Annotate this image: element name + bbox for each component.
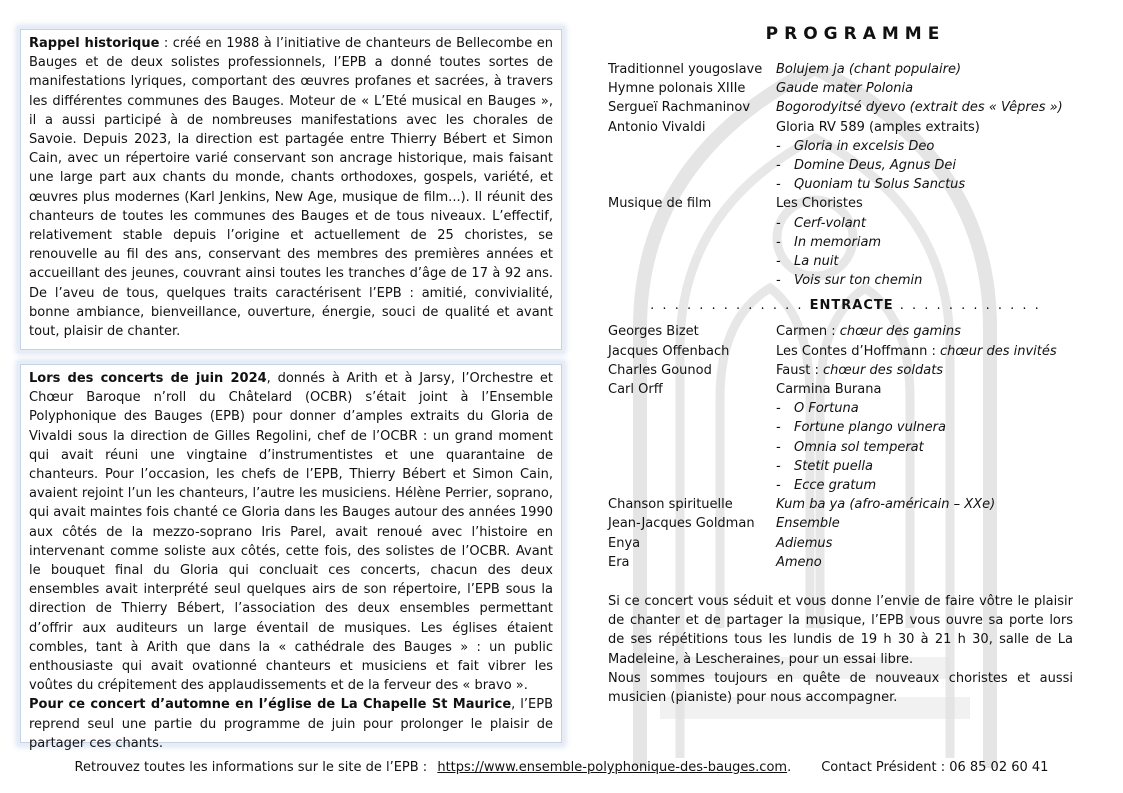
work-title: Les Contes d’Hoffmann : — [776, 343, 941, 359]
entracte-dots-left: . . . . . . . . . . . . . — [650, 298, 804, 314]
autumn-paragraph — [21, 695, 561, 753]
footer — [0, 760, 1123, 775]
work: Les Choristes — [776, 196, 863, 212]
programme-row — [608, 79, 1083, 98]
work — [776, 322, 1083, 341]
composer: Enya — [608, 535, 641, 551]
work: Ameno — [776, 554, 822, 570]
movement-title: O Fortuna — [794, 401, 859, 417]
programme-row — [608, 495, 1083, 514]
orff-movements — [608, 399, 1083, 495]
concerts-paragraph — [21, 365, 561, 695]
dash: - — [776, 401, 781, 417]
composer: Chanson spirituelle — [608, 497, 733, 513]
entracte-dots-right: . . . . . . . . . . . . — [899, 298, 1041, 314]
composer: Carl Orff — [608, 382, 663, 398]
dash: - — [776, 477, 781, 493]
invitation-paragraph-1: Si ce concert vous séduit et vous donne l’envie de faire vôtre le plaisir de chanter et de partager la musique, l’EPB vous ouvre sa porte lors de ses répétitions tous les lundis de 19 h 30 à 21 h 30, salle de La Madeleine, à Lescheraines, pour un essai libre. — [608, 593, 1073, 667]
contact-president: Contact Président : 06 85 02 60 41 — [821, 760, 1049, 775]
programme-part-1 — [608, 60, 1083, 137]
movement-title: La nuit — [794, 253, 839, 269]
entracte-divider — [608, 296, 1083, 315]
movement-title: Domine Deus, Agnus Dei — [794, 157, 957, 173]
movement-title: Gloria in excelsis Deo — [794, 138, 935, 154]
dash: - — [776, 138, 781, 154]
movement-item — [608, 252, 1083, 271]
programme-row — [608, 534, 1083, 553]
concerts-title: Lors des concerts de juin 2024 — [29, 371, 267, 386]
movement-item — [608, 137, 1083, 156]
invitation-text — [608, 592, 1073, 707]
composer: Jacques Offenbach — [608, 343, 730, 359]
history-paragraph — [21, 30, 561, 341]
movement-title: Quoniam tu Solus Sanctus — [794, 177, 966, 193]
programme-row — [608, 60, 1083, 79]
work-title: Carmen : — [776, 324, 840, 340]
movement-item — [608, 399, 1083, 418]
movement-title: Cerf-volant — [794, 215, 867, 231]
dash: - — [776, 420, 781, 436]
movement-item — [608, 418, 1083, 437]
movement-item — [608, 438, 1083, 457]
dash: - — [776, 458, 781, 474]
dash: - — [776, 157, 781, 173]
movement-item — [608, 233, 1083, 252]
dash: - — [776, 439, 781, 455]
programme-row — [608, 380, 1083, 399]
history-box — [20, 29, 562, 350]
programme-row — [608, 342, 1083, 361]
invitation-paragraph-2: Nous sommes toujours en quête de nouveaux choristes et aussi musicien (pianiste) pour nous accompagner. — [608, 670, 1073, 705]
work-excerpt: chœur des soldats — [823, 362, 944, 378]
autumn-body: , l’EPB reprend seul une partie du programme de juin pour prolonger le plaisir de partager ces chants. — [29, 697, 553, 751]
programme-section — [608, 24, 1083, 707]
concerts-box — [20, 364, 562, 751]
work-excerpt: chœur des gamins — [839, 324, 961, 340]
footer-suffix: . — [787, 760, 792, 775]
history-title: Rappel historique — [29, 36, 160, 51]
movement-item — [608, 476, 1083, 495]
dash: - — [776, 177, 781, 193]
movement-item — [608, 457, 1083, 476]
work: Bogorodyitsé dyevo (extrait des « Vêpres ») — [776, 100, 1063, 116]
film-songs — [608, 214, 1083, 291]
movement-title: Stetit puella — [794, 458, 873, 474]
programme-row — [608, 553, 1083, 572]
programme-part-3 — [608, 495, 1083, 572]
programme-row — [608, 98, 1083, 117]
vivaldi-movements — [608, 137, 1083, 195]
history-body: : créé en 1988 à l’initiative de chanteurs de Bellecombe en Bauges et de deux solistes professionnels, l’EPB a donné toutes sortes de manifestations lyriques, comportant des œuvres profanes et sacrées, à travers les différentes communes des Bauges. Moteur de « L’Eté musical en Bauges », il a aussi participé à de nombreuses manifestations avec les chorales de Savoie. Depuis 2023, la direction est partagée entre Thierry Bébert et Simon Cain, avec un répertoire varié conservant son ancrage historique, mais faisant une large part aux chants du monde, chants orthodoxes, gospels, variété, et œuvres plus modernes (Karl Jenkins, New Age, musique de film...). Il réunit des chanteurs de toutes les communes des Bauges et de tous niveaux. L’effectif, relativement stable depuis l’origine et actuellement de 25 choristes, se renouvelle au fil des ans, conservant des membres des premières années et accueillant des jeunes, couvrant ainsi toutes les tranches d’âge de 17 à 92 ans. De l’aveu de tous, quelques traits caractérisent l’EPB : amitié, convivialité, bonne ambiance, bienveillance, ouverture, énergie, souci de qualité et avant tout, plaisir de chanter. — [29, 36, 553, 340]
work: Bolujem ja (chant populaire) — [776, 62, 962, 77]
composer: Sergueï Rachmaninov — [608, 100, 751, 116]
movement-title: Ecce gratum — [794, 477, 877, 493]
dash: - — [776, 273, 781, 289]
programme-row — [608, 322, 1083, 341]
composer: Hymne polonais XIIIe — [608, 81, 746, 97]
movement-item — [608, 156, 1083, 175]
dash: - — [776, 215, 781, 231]
programme-row — [608, 514, 1083, 533]
work-title: Carmina Burana — [776, 382, 882, 398]
composer: Antonio Vivaldi — [608, 119, 706, 135]
programme-title: PROGRAMME — [765, 24, 946, 44]
footer-prefix: Retrouvez toutes les informations sur le site de l’EPB : — [74, 760, 432, 775]
programme-row — [608, 118, 1083, 137]
work: Adiemus — [776, 535, 833, 551]
work — [776, 361, 1083, 380]
movement-item — [608, 175, 1083, 194]
work: Gaude mater Polonia — [776, 81, 914, 97]
movement-title: Vois sur ton chemin — [794, 273, 923, 289]
work: Ensemble — [776, 516, 840, 532]
concerts-body: , donnés à Arith et à Jarsy, l’Orchestre et Chœur Baroque n’roll du Châtelard (OCBR) s’était joint à l’Ensemble Polyphonique des Bauges (EPB) pour donner d’amples extraits du Gloria de Vivaldi sous la direction de Gilles Regolini, chef de l’OCBR : un grand moment qui avait réuni une vingtaine d’instrumentistes et une quarantaine de chanteurs. Pour l’occasion, les chefs de l’EPB, Thierry Bébert et Simon Cain, avaient rejoint l’un les chanteurs, l’autre les musiciens. Hélène Perrier, soprano, qui avait maintes fois chanté ce Gloria dans les Bauges autour des années 1990 aux côtés de la mezzo-soprano Iris Parel, avait renoué avec l’histoire en intervenant comme soliste aux côtés, cette fois, des solistes de l’OCBR. Avant le bouquet final du Gloria qui concluait ces concerts, chacun des deux ensembles avait interprété seul quelques airs de son répertoire, l’EPB sous la direction de Thierry Bébert, l’association des deux ensembles permettant d’offrir aux auditeurs un large éventail de musiques. Les églises étaient combles, tant à Arith que dans la « cathédrale des Bauges » : un public enthousiaste qui avait ovationné chanteurs et musiciens et fait vibrer les voûtes du crépitement des applaudissements et de la ferveur des « bravo ». — [29, 371, 554, 694]
dash: - — [776, 234, 781, 250]
work — [776, 380, 1083, 399]
movement-title: In memoriam — [794, 234, 882, 250]
website-link[interactable]: https://www.ensemble-polyphonique-des-bauges.com — [437, 760, 788, 775]
composer: Era — [608, 554, 630, 570]
movement-item — [608, 271, 1083, 290]
work-title: Faust : — [776, 362, 824, 378]
programme-part-2 — [608, 322, 1083, 399]
autumn-title: Pour ce concert d’automne en l’église de La Chapelle St Maurice — [29, 697, 512, 713]
work: Gloria RV 589 (amples extraits) — [776, 119, 980, 135]
composer: Charles Gounod — [608, 362, 712, 378]
composer: Georges Bizet — [608, 324, 699, 340]
movement-title: Fortune plango vulnera — [794, 420, 946, 436]
movement-title: Omnia sol temperat — [794, 439, 924, 455]
composer: Traditionnel yougoslave — [608, 62, 763, 77]
dash: - — [776, 253, 781, 269]
composer: Musique de film — [608, 196, 712, 212]
work: Kum ba ya (afro-américain – XXe) — [776, 497, 996, 513]
movement-item — [608, 214, 1083, 233]
composer: Jean-Jacques Goldman — [608, 516, 755, 532]
programme-row — [608, 361, 1083, 380]
entracte-label: ENTRACTE — [809, 298, 894, 314]
work-excerpt: chœur des invités — [940, 343, 1057, 359]
work — [776, 342, 1083, 361]
programme-row — [608, 194, 1083, 213]
